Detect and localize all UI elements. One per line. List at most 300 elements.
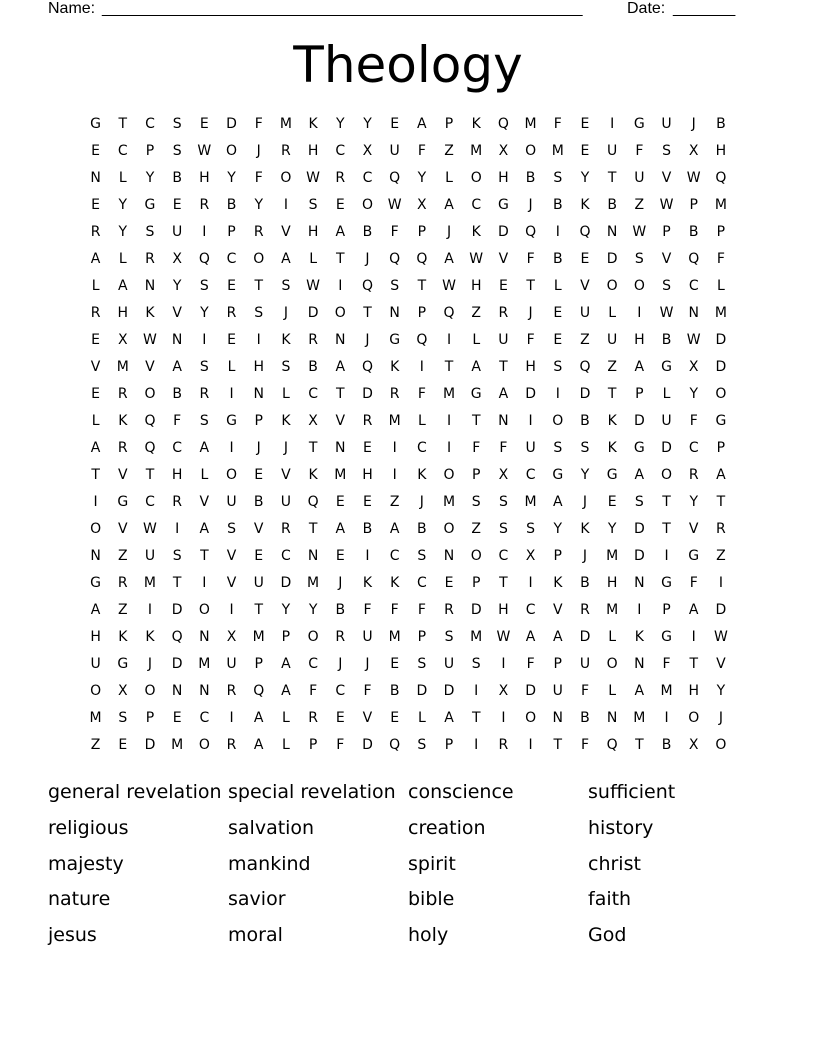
grid-letter: N [552, 710, 564, 726]
grid-letter: G [633, 116, 645, 132]
grid-letter: Y [553, 521, 563, 537]
grid-letter: F [472, 440, 481, 456]
grid-letter: R [335, 629, 346, 645]
word-list-item: holy [408, 924, 449, 947]
grid-letter: B [716, 116, 726, 132]
grid-letter: J [365, 251, 370, 267]
grid-letter: N [443, 548, 455, 564]
grid-letter: Y [363, 116, 372, 132]
grid-letter: V [580, 278, 590, 294]
grid-letter: C [471, 197, 482, 213]
grid-letter: R [335, 170, 346, 186]
grid-letter: P [444, 737, 454, 753]
grid-letter: A [90, 602, 101, 618]
grid-letter: A [634, 683, 645, 699]
grid-letter: R [580, 602, 590, 618]
grid-letter: C [308, 386, 318, 402]
grid-letter: U [253, 575, 264, 591]
grid-letter: N [335, 440, 346, 456]
grid-letter: N [634, 656, 645, 672]
grid-letter: E [91, 332, 101, 348]
grid-letter: I [718, 575, 723, 591]
grid-letter: M [171, 737, 184, 753]
grid-letter: I [147, 602, 153, 618]
grid-letter: T [607, 386, 617, 402]
word-list-item: sufficient [588, 781, 676, 803]
grid-letter: L [608, 683, 617, 699]
grid-letter: R [226, 305, 237, 321]
grid-letter: G [661, 359, 672, 375]
grid-letter: D [443, 683, 455, 699]
grid-letter: W [306, 170, 321, 186]
grid-letter: R [117, 386, 128, 402]
word-list-item: spirit [408, 852, 456, 875]
grid-letter: E [227, 332, 236, 348]
grid-letter: W [442, 278, 456, 294]
grid-letter: Z [444, 143, 454, 159]
grid-letter: A [444, 251, 454, 267]
grid-letter: U [579, 305, 591, 321]
grid-letter: E [390, 710, 400, 726]
grid-letter: K [308, 467, 318, 483]
grid-letter: Y [689, 494, 698, 510]
grid-letter: C [226, 251, 237, 267]
grid-letter: F [580, 737, 589, 753]
grid-letter: Y [417, 170, 427, 186]
grid-letter: N [171, 683, 183, 699]
grid-letter: A [172, 359, 182, 375]
grid-letter: F [553, 116, 562, 132]
grid-letter: V [90, 359, 101, 375]
grid-letter: W [469, 251, 484, 267]
grid-letter: K [417, 467, 427, 483]
grid-letter: F [390, 224, 399, 240]
grid-letter: E [335, 710, 345, 726]
word-list-item: creation [408, 816, 486, 839]
grid-letter: U [634, 170, 645, 186]
grid-letter: E [335, 494, 345, 510]
grid-letter: V [226, 548, 237, 564]
grid-letter: L [445, 170, 453, 186]
grid-letter: E [363, 440, 372, 456]
grid-letter: U [280, 494, 292, 510]
grid-letter: S [417, 737, 427, 753]
grid-row [82, 678, 742, 705]
grid-letter: P [635, 386, 644, 402]
grid-letter: H [525, 359, 536, 375]
grid-letter: P [227, 224, 236, 240]
word-list-item: general revelation [48, 781, 222, 803]
grid-row [82, 165, 742, 192]
grid-letter: N [90, 548, 101, 564]
grid-letter: O [226, 143, 238, 159]
grid-letter: K [553, 575, 563, 591]
grid-letter: X [226, 629, 237, 645]
grid-letter: D [606, 251, 618, 267]
grid-letter: V [281, 224, 291, 240]
grid-letter: J [446, 224, 452, 240]
grid-letter: H [117, 305, 129, 321]
grid-letter: W [306, 278, 321, 294]
grid-letter: T [91, 467, 100, 483]
grid-letter: T [172, 575, 182, 591]
grid-letter: I [691, 629, 696, 645]
grid-letter: B [661, 737, 672, 753]
grid-letter: G [470, 386, 482, 402]
grid-letter: Q [144, 440, 156, 456]
grid-letter: S [199, 359, 209, 375]
grid-letter: I [93, 494, 98, 510]
grid-letter: R [362, 413, 373, 429]
grid-letter: O [226, 467, 238, 483]
grid-letter: S [172, 116, 182, 132]
grid-letter: X [117, 332, 128, 348]
grid-letter: F [336, 737, 345, 753]
grid-letter: Z [117, 602, 128, 618]
grid-letter: T [553, 737, 563, 753]
grid-letter: N [90, 170, 101, 186]
grid-letter: A [552, 629, 563, 645]
grid-row [82, 516, 742, 543]
grid-letter: E [363, 494, 372, 510]
grid-letter: G [117, 494, 129, 510]
grid-letter: C [308, 656, 318, 672]
grid-letter: O [198, 602, 210, 618]
grid-letter: P [417, 629, 427, 645]
grid-letter: K [471, 116, 481, 132]
grid-letter: Z [471, 521, 482, 537]
grid-letter: Q [389, 170, 401, 186]
grid-letter: Z [90, 737, 101, 753]
grid-letter: N [253, 386, 264, 402]
grid-letter: U [226, 656, 237, 672]
grid-letter: I [419, 359, 424, 375]
grid-row [82, 300, 742, 327]
grid-letter: P [662, 224, 671, 240]
grid-letter: I [446, 413, 452, 429]
grid-letter: R [199, 197, 210, 213]
grid-letter: P [662, 602, 671, 618]
grid-letter: S [199, 278, 209, 294]
grid-letter: Q [416, 251, 428, 267]
grid-letter: B [552, 197, 563, 213]
grid-letter: I [392, 467, 397, 483]
grid-letter: U [362, 629, 373, 645]
grid-letter: U [661, 116, 672, 132]
grid-letter: E [390, 116, 400, 132]
grid-letter: F [363, 602, 372, 618]
grid-letter: T [499, 359, 508, 375]
grid-letter: S [118, 710, 128, 726]
grid-row [82, 327, 742, 354]
word-list-item: faith [588, 888, 632, 911]
grid-letter: R [226, 683, 237, 699]
grid-letter: K [362, 575, 373, 591]
grid-letter: R [281, 143, 291, 159]
grid-letter: R [498, 737, 509, 753]
grid-letter: M [714, 197, 727, 213]
grid-letter: J [338, 656, 343, 672]
grid-letter: R [90, 224, 101, 240]
grid-row [82, 570, 742, 597]
grid-letter: J [718, 710, 723, 726]
grid-letter: S [471, 494, 481, 510]
grid-letter: D [715, 359, 727, 375]
grid-letter: J [528, 197, 533, 213]
grid-letter: B [362, 521, 373, 537]
grid-letter: L [662, 386, 671, 402]
grid-letter: U [144, 548, 156, 564]
grid-letter: T [254, 278, 263, 294]
grid-letter: A [281, 251, 291, 267]
grid-letter: L [91, 413, 100, 429]
grid-letter: U [90, 656, 101, 672]
grid-letter: Y [580, 170, 590, 186]
grid-letter: Z [607, 359, 617, 375]
grid-letter: T [200, 548, 209, 564]
grid-letter: R [498, 305, 509, 321]
grid-letter: B [172, 170, 182, 186]
grid-letter: D [498, 224, 509, 240]
grid-row [82, 543, 742, 570]
grid-letter: K [308, 116, 318, 132]
grid-letter: U [172, 224, 183, 240]
grid-letter: C [145, 116, 155, 132]
grid-letter: R [199, 386, 210, 402]
grid-row [82, 273, 742, 300]
grid-letter: H [470, 278, 482, 294]
grid-letter: A [688, 602, 699, 618]
grid-letter: E [172, 197, 182, 213]
grid-letter: O [198, 737, 210, 753]
grid-letter: T [607, 170, 617, 186]
grid-letter: S [281, 278, 291, 294]
grid-letter: F [363, 683, 372, 699]
grid-letter: X [417, 197, 427, 213]
grid-letter: I [664, 548, 669, 564]
grid-letter: K [580, 521, 590, 537]
grid-letter: T [363, 305, 372, 321]
grid-row [82, 219, 742, 246]
grid-letter: C [688, 440, 699, 456]
grid-letter: Q [579, 359, 591, 375]
grid-letter: P [145, 710, 155, 726]
date-field-blank[interactable]: _______ [673, 0, 736, 17]
grid-letter: S [553, 359, 563, 375]
grid-letter: H [606, 575, 618, 591]
grid-letter: P [308, 737, 318, 753]
grid-letter: P [417, 224, 427, 240]
name-label: Name: [48, 0, 96, 17]
grid-letter: S [145, 224, 155, 240]
word-list-item: religious [48, 816, 129, 839]
grid-letter: E [553, 332, 563, 348]
grid-letter: A [335, 359, 346, 375]
grid-letter: D [579, 386, 591, 402]
grid-letter: Y [145, 170, 155, 186]
grid-letter: M [279, 116, 292, 132]
grid-letter: I [637, 305, 642, 321]
grid-letter: Q [443, 305, 455, 321]
grid-letter: O [334, 305, 346, 321]
grid-letter: P [471, 467, 481, 483]
grid-letter: Q [144, 413, 156, 429]
grid-letter: D [144, 737, 156, 753]
grid-letter: V [117, 521, 128, 537]
grid-letter: N [688, 305, 699, 321]
grid-letter: S [471, 656, 481, 672]
grid-letter: M [633, 710, 646, 726]
grid-letter: L [417, 413, 426, 429]
grid-letter: I [229, 386, 234, 402]
grid-letter: T [662, 521, 671, 537]
grid-letter: Q [715, 170, 727, 186]
grid-letter: D [307, 305, 319, 321]
grid-letter: W [496, 629, 511, 645]
grid-letter: L [608, 629, 617, 645]
grid-letter: I [555, 224, 560, 240]
grid-letter: R [90, 305, 101, 321]
grid-letter: U [525, 440, 536, 456]
grid-letter: M [442, 386, 456, 402]
grid-letter: C [362, 170, 373, 186]
grid-letter: Y [716, 683, 726, 699]
grid-letter: F [173, 413, 182, 429]
grid-letter: N [389, 305, 400, 321]
grid-letter: O [90, 521, 102, 537]
grid-letter: I [446, 332, 452, 348]
grid-letter: F [254, 116, 263, 132]
grid-letter: B [580, 413, 590, 429]
grid-letter: A [444, 710, 454, 726]
grid-letter: R [716, 521, 726, 537]
grid-letter: V [661, 170, 672, 186]
word-list-item: salvation [228, 816, 315, 839]
grid-letter: F [499, 440, 508, 456]
grid-letter: H [199, 170, 210, 186]
grid-letter: G [90, 575, 102, 591]
grid-letter: D [525, 386, 536, 402]
grid-letter: M [660, 683, 673, 699]
grid-letter: I [338, 278, 343, 294]
grid-letter: D [280, 575, 292, 591]
grid-row [82, 489, 742, 516]
grid-letter: T [254, 602, 263, 618]
word-list-item: conscience [408, 781, 514, 803]
grid-letter: B [525, 170, 536, 186]
grid-letter: I [637, 602, 642, 618]
grid-letter: E [580, 251, 590, 267]
grid-letter: A [253, 710, 264, 726]
grid-letter: W [686, 170, 701, 186]
grid-letter: D [362, 737, 373, 753]
grid-letter: N [199, 683, 210, 699]
grid-letter: C [199, 710, 210, 726]
grid-letter: C [281, 548, 291, 564]
grid-letter: C [416, 575, 427, 591]
grid-letter: A [253, 737, 264, 753]
grid-letter: S [444, 629, 454, 645]
grid-letter: P [716, 224, 726, 240]
grid-letter: S [417, 656, 427, 672]
grid-letter: X [117, 683, 128, 699]
grid-row [82, 381, 742, 408]
grid-letter: P [444, 116, 454, 132]
grid-letter: M [524, 116, 537, 132]
grid-letter: A [90, 440, 101, 456]
grid-letter: M [442, 494, 456, 510]
grid-letter: Y [118, 224, 128, 240]
grid-letter: G [606, 467, 618, 483]
grid-letter: S [634, 494, 644, 510]
grid-letter: S [526, 521, 536, 537]
grid-letter: U [607, 143, 618, 159]
grid-letter: E [91, 197, 101, 213]
grid-letter: S [580, 440, 590, 456]
grid-letter: M [388, 413, 401, 429]
grid-letter: X [498, 143, 509, 159]
grid-letter: O [606, 278, 618, 294]
grid-letter: X [172, 251, 182, 267]
grid-letter: K [580, 197, 590, 213]
grid-letter: K [145, 629, 155, 645]
grid-letter: M [334, 467, 347, 483]
name-field-blank[interactable]: ______________________________________________________ [102, 0, 583, 17]
grid-letter: C [525, 467, 536, 483]
grid-letter: H [498, 602, 509, 618]
grid-letter: S [498, 521, 508, 537]
grid-letter: O [715, 386, 727, 402]
grid-letter: I [365, 548, 370, 564]
grid-letter: Q [389, 251, 401, 267]
grid-letter: M [252, 629, 265, 645]
grid-letter: S [172, 548, 182, 564]
grid-letter: L [91, 278, 100, 294]
grid-letter: U [226, 494, 237, 510]
grid-letter: T [308, 440, 318, 456]
grid-letter: A [552, 494, 563, 510]
word-search-grid [82, 111, 742, 759]
grid-letter: A [634, 467, 645, 483]
grid-letter: R [444, 602, 454, 618]
grid-letter: B [335, 602, 346, 618]
grid-letter: C [145, 494, 155, 510]
grid-letter: C [172, 440, 183, 456]
grid-letter: J [582, 494, 588, 510]
grid-letter: H [171, 467, 183, 483]
grid-letter: Y [281, 602, 291, 618]
grid-letter: N [144, 278, 156, 294]
grid-letter: B [607, 197, 617, 213]
grid-letter: K [390, 575, 400, 591]
grid-letter: J [256, 440, 261, 456]
grid-letter: E [390, 656, 400, 672]
grid-letter: N [498, 413, 509, 429]
grid-letter: L [472, 332, 481, 348]
grid-letter: D [416, 683, 428, 699]
grid-letter: P [716, 440, 726, 456]
grid-letter: V [335, 413, 346, 429]
grid-letter: M [470, 143, 483, 159]
grid-letter: F [689, 413, 698, 429]
grid-letter: V [145, 359, 155, 375]
grid-letter: O [144, 683, 156, 699]
grid-row [82, 354, 742, 381]
grid-letter: I [528, 575, 533, 591]
grid-letter: Y [118, 197, 128, 213]
grid-row [82, 462, 742, 489]
grid-letter: F [254, 170, 263, 186]
